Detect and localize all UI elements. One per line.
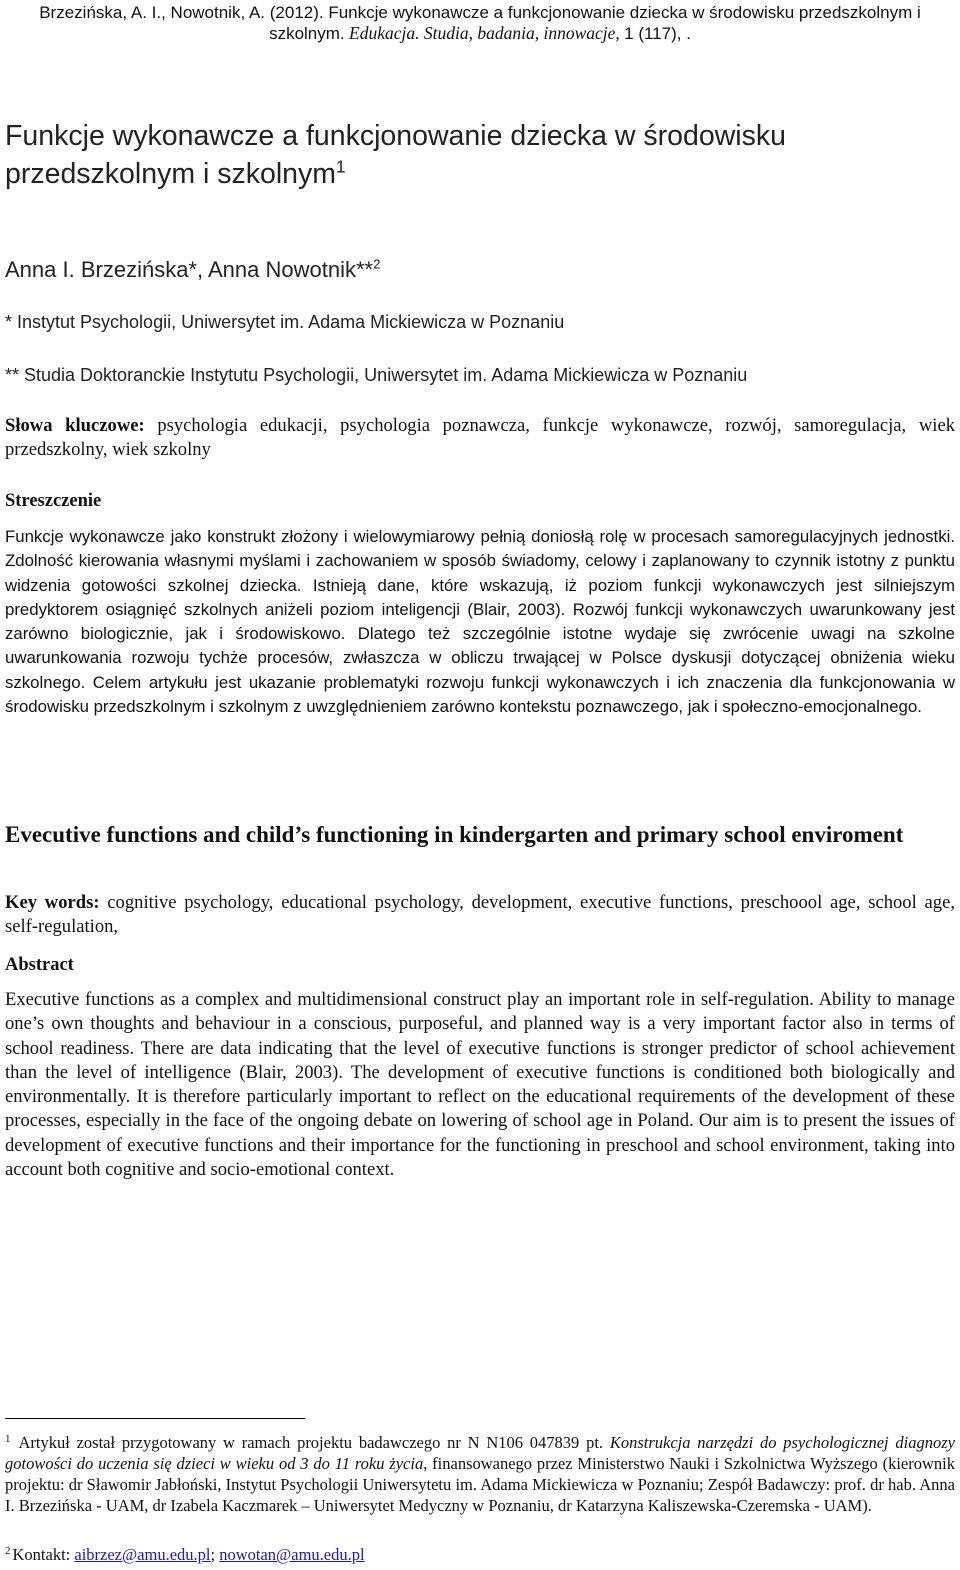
footnote-2-label: Kontakt: xyxy=(12,1545,71,1564)
email-separator: ; xyxy=(210,1545,216,1564)
title-polish xyxy=(5,117,955,193)
author-footnote-ref: 2 xyxy=(373,256,381,272)
abstract-polish-text: Funkcje wykonawcze jako konstrukt złożony i wielowymiarowy pełnią doniosłą rolę w procesach samoregulacyjnych jednostki. Zdolność kierowania własnymi myślami i zachowaniem w sposób świadomy, celowy i zaplanowany to czynnik istotny z punktu widzenia gotowości szkolnej dziecka. Istnieją dane, które wskazują, iż poziom funkcji wykonawczych jest silniejszym predyktorem osiągnięć szkolnych aniżeli poziom inteligencji (Blair, 2003). Rozwój funkcji wykonawczych uwarunkowany jest zarówno biologicznie, jak i środowiskowo. Dlatego też szczególnie istotne wydaje się zwrócenie uwagi na szkolne uwarunkowania rozwoju tychże procesów, zwłaszcza w obliczu trwającej w Polsce dyskusji dotyczącej obniżenia wieku szkolnego. Celem artykułu jest ukazanie problematyki rozwoju funkcji wykonawczych i ich znaczenia dla funkcjonowania w środowisku przedszkolnym i szkolnym z uwzględnieniem zarówno kontekstu poznawczego, jak i społeczno-emocjonalnego. xyxy=(5,527,955,717)
title-english: Evecutive functions and child’s functioning in kindergarten and primary school enviroment xyxy=(5,822,904,847)
footnote-1-text-b: , finansowanego przez Ministerstwo Nauki i Szkolnictwa Wyższego (kierownik projektu: dr Sławomir Jabłoński, Instytut Psychologii Uniwersytetu im. Adama Mickiewicza w Poznaniu; Zespół Badawczy: prof. dr hab. Anna I. Brzezińska - UAM, dr Izabela Kaczmarek – Uniwersytet Medyczny w Poznaniu, dr Katarzyna Kaliszewska-Czeremska - UAM). xyxy=(5,1454,955,1515)
keywords-polish-text: psychologia edukacji, psychologia poznawcza, funkcje wykonawcze, rozwój, samoregulacja, wiek przedszkolny, wiek szkolny xyxy=(5,415,956,461)
email-link-brzezinska[interactable]: aibrzez@amu.edu.pl xyxy=(74,1545,211,1564)
title-polish-line1: Funkcje wykonawcze a funkcjonowanie dziecka w środowisku xyxy=(5,120,786,152)
footnote-1 xyxy=(5,1432,955,1516)
keywords-english-text: cognitive psychology, educational psychology, development, executive functions, preschoool age, school age, self-regulation, xyxy=(5,892,955,938)
citation-header xyxy=(5,2,955,44)
keywords-english-label: Key words: xyxy=(5,892,100,913)
abstract-polish-heading: Streszczenie xyxy=(5,491,102,511)
author-names: Anna I. Brzezińska*, Anna Nowotnik** xyxy=(5,257,374,282)
footnote-divider xyxy=(5,1418,305,1419)
email-link-nowotnik[interactable]: nowotan@amu.edu.pl xyxy=(219,1545,365,1564)
keywords-polish xyxy=(5,414,955,463)
citation-text: Brzezińska, A. I., Nowotnik, A. (2012). Funkcje wykonawcze a funkcjonowanie dziecka w środowisku przedszkolnym i szkolnym. xyxy=(39,3,921,43)
title-polish-line2: przedszkolnym i szkolnym xyxy=(5,158,337,190)
keywords-polish-label: Słowa kluczowe: xyxy=(5,415,145,436)
title-footnote-ref: 1 xyxy=(336,157,346,177)
abstract-english-heading: Abstract xyxy=(5,955,74,975)
journal-issue: 1 (117), . xyxy=(624,24,691,43)
authors xyxy=(5,256,380,284)
footnote-1-text-a: Artykuł został przygotowany w ramach projektu badawczego nr N N106 047839 pt. xyxy=(18,1433,604,1452)
affiliation-1: * Instytut Psychologii, Uniwersytet im. Adama Mickiewicza w Poznaniu xyxy=(5,312,565,332)
affiliation-2: ** Studia Doktoranckie Instytutu Psychologii, Uniwersytet im. Adama Mickiewicza w Poznaniu xyxy=(5,365,748,385)
journal-name: Edukacja. Studia, badania, innowacje, xyxy=(349,23,620,43)
keywords-english xyxy=(5,891,955,940)
footnote-1-project-title: Konstrukcja narzędzi do psychologicznej diagnozy gotowości do uczenia się dzieci w wieku od 3 do 11 roku życia xyxy=(5,1433,955,1473)
footnote-1-mark: 1 xyxy=(5,1432,11,1445)
abstract-english-text: Executive functions as a complex and multidimensional construct play an important role in self-regulation. Ability to manage one’s own thoughts and behaviour in a conscious, purposeful, and planned way is a very important factor also in terms of school readiness. There are data indicating that the level of executive functions is stronger predictor of school achievement than the level of intelligence (Blair, 2003). The development of executive functions is conditioned both biologically and environmentally. It is therefore particularly important to reflect on the educational requirements of the development of these processes, especially in the face of the ongoing debate on lowering of school age in Poland. Our aim is to present the issues of development of executive functions and their importance for the functioning in preschool and school environment, taking into account both cognitive and socio-emotional context. xyxy=(5,989,955,1181)
footnote-2 xyxy=(5,1544,955,1565)
footnote-2-mark: 2 xyxy=(5,1544,11,1557)
